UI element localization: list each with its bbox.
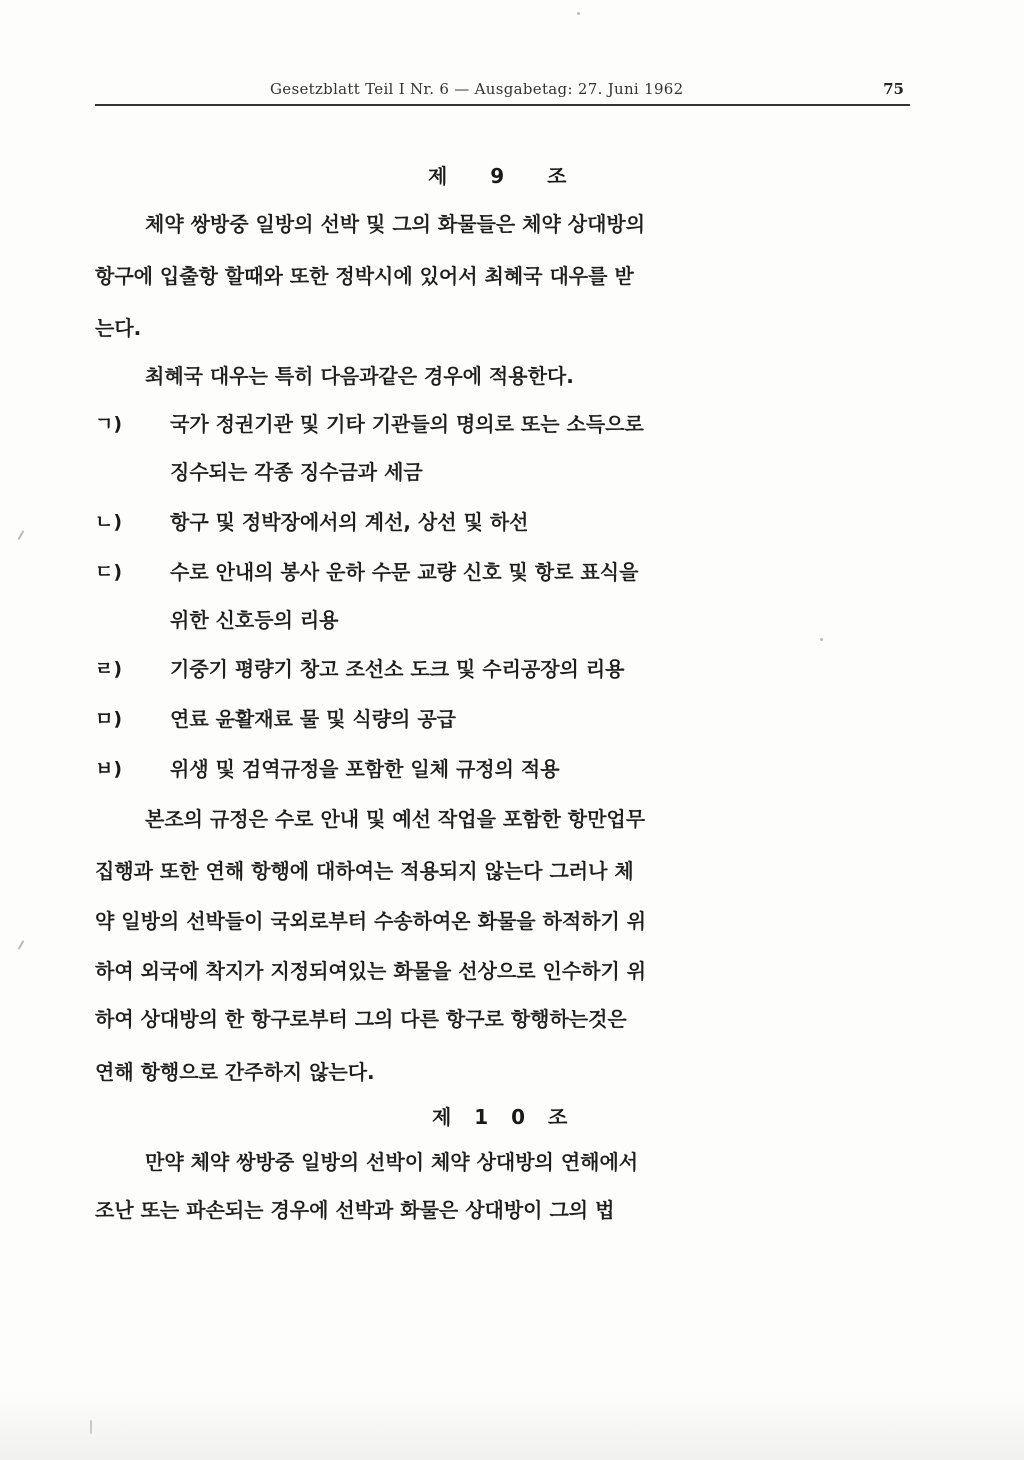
list-item-text: 연료 윤활재료 물 및 식량의 공급: [170, 707, 456, 731]
article-9-heading: 제 9 조: [428, 164, 585, 188]
paragraph-line: 하여 상대방의 한 항구로부터 그의 다른 항구로 항행하는것은: [95, 1007, 627, 1031]
list-item-marker: ㅁ): [95, 708, 123, 730]
header-title: Gesetzblatt Teil I Nr. 6 — Ausgabetag: 27. Juni 1962: [270, 80, 684, 98]
list-item-text: 기중기 평량기 창고 조선소 도크 및 수리공장의 리용: [170, 657, 625, 681]
paragraph-line: 항구에 입출항 할때와 또한 정박시에 있어서 최혜국 대우를 받: [95, 264, 634, 288]
paragraph-line: 하여 외국에 착지가 지정되여있는 화물을 선상으로 인수하기 위: [95, 959, 647, 983]
paragraph-line: 는다.: [95, 316, 142, 340]
scan-edge-shading: [0, 1390, 1024, 1460]
paragraph-line: 만약 체약 쌍방중 일방의 선박이 체약 상대방의 연해에서: [145, 1150, 639, 1174]
list-item-text: 위한 신호등의 리용: [170, 608, 339, 632]
list-item-text: 국가 정권기관 및 기타 기관들의 명의로 또는 소득으로: [170, 412, 644, 436]
list-item-marker: ㄱ): [95, 413, 123, 435]
paragraph-line: 약 일방의 선박들이 국외로부터 수송하여온 화물을 하적하기 위: [95, 909, 647, 933]
list-item-marker: ㄹ): [95, 658, 123, 680]
paragraph-line: 본조의 규정은 수로 안내 및 예선 작업을 포함한 항만업무: [145, 807, 646, 831]
scan-speck: [18, 530, 25, 540]
paragraph-line: 연해 항행으로 간주하지 않는다.: [95, 1060, 375, 1084]
paragraph-line: 집행과 또한 연해 항행에 대하여는 적용되지 않는다 그러나 체: [95, 859, 634, 883]
list-item-text: 징수되는 각종 징수금과 세금: [170, 460, 423, 484]
list-item-marker: ㄴ): [95, 511, 123, 533]
list-item-text: 항구 및 정박장에서의 계선, 상선 및 하선: [170, 510, 529, 534]
list-item-marker: ㅂ): [95, 758, 123, 780]
list-item-text: 수로 안내의 봉사 운하 수문 교량 신호 및 항로 표식을: [170, 560, 639, 584]
page-number: 75: [883, 80, 904, 98]
paragraph-line: 체약 쌍방중 일방의 선박 및 그의 화물들은 체약 상대방의: [145, 212, 646, 236]
list-item-marker: ㄷ): [95, 561, 123, 583]
paragraph-line: 조난 또는 파손되는 경우에 선박과 화물은 상대방이 그의 법: [95, 1198, 615, 1222]
page-header: [95, 78, 910, 106]
paragraph-line: 최혜국 대우는 특히 다음과같은 경우에 적용한다.: [145, 364, 574, 388]
scan-speck: [820, 638, 823, 641]
scan-speck: [18, 940, 25, 950]
list-item-text: 위생 및 검역규정을 포함한 일체 규정의 적용: [170, 757, 560, 781]
scan-speck: [577, 12, 580, 15]
article-10-heading: 제 1 0 조: [432, 1105, 576, 1129]
